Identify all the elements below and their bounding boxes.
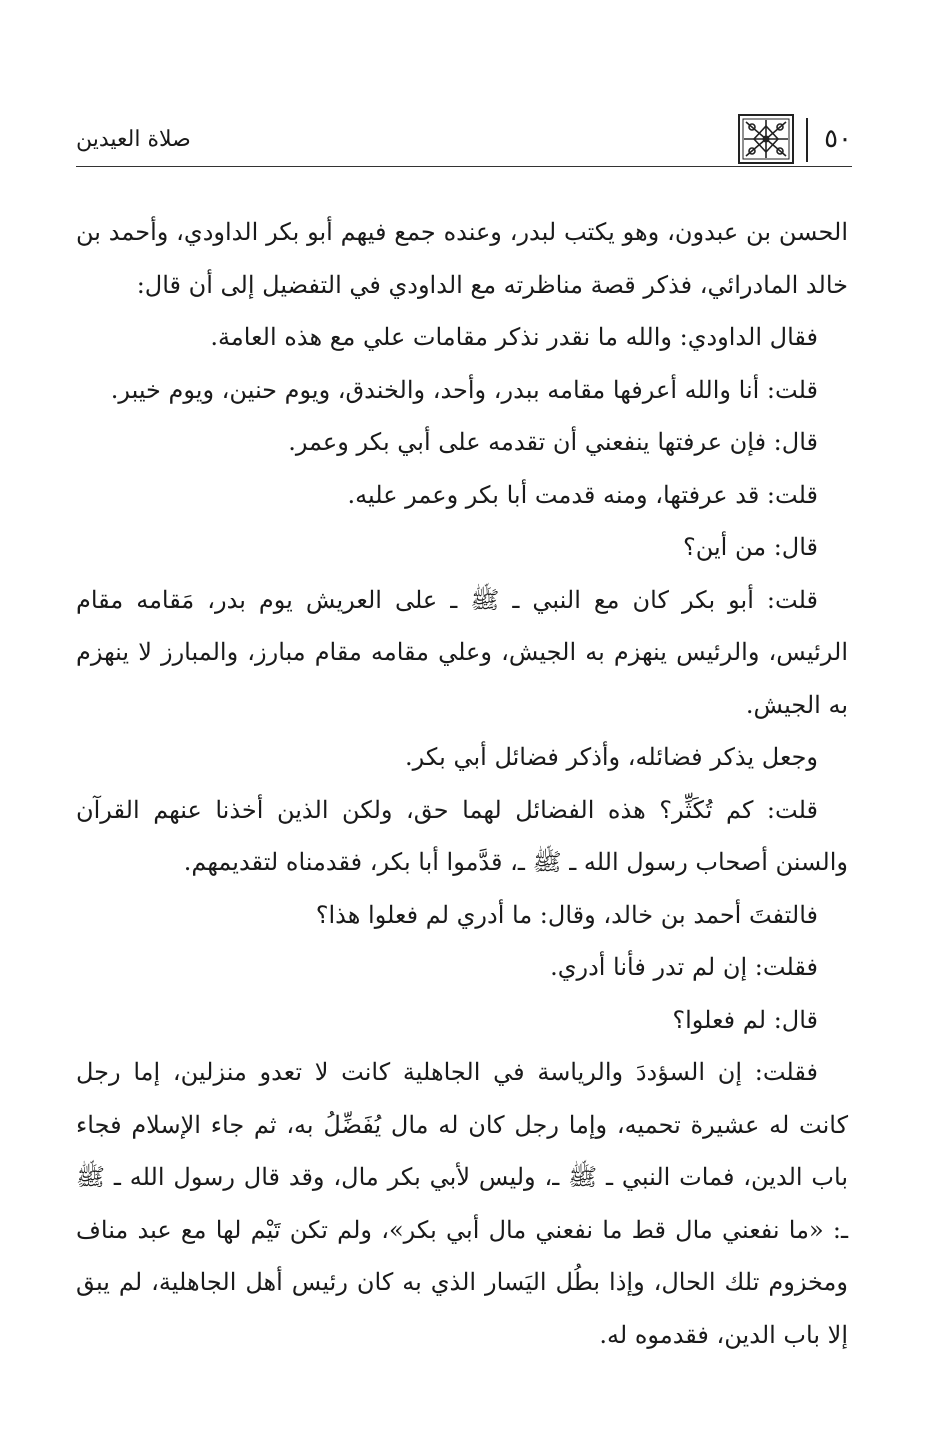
paragraph: فقال الداودي: والله ما نقدر نذكر مقامات علي مع هذه العامة. (210, 323, 818, 351)
paragraph: قلت: كم تُكَثِّر؟ هذه الفضائل لهما حق، ولكن الذين أخذنا عنهم القرآن والسنن أصحاب رسول الله ـ ﷺ ـ، قدَّموا أبا بكر، فقدمناه لتقديمهم. (76, 795, 848, 876)
paragraph: فالتفتَ أحمد بن خالد، وقال: ما أدري لم فعلوا هذا؟ (315, 900, 818, 929)
page-header (76, 114, 852, 166)
paragraph: قال: فإن عرفتها ينفعني أن تقدمه على أبي بكر وعمر. (288, 428, 818, 456)
header-divider (806, 118, 808, 162)
paragraph: قال: من أين؟ (682, 533, 818, 561)
running-title: صلاة العيدين (76, 127, 191, 152)
paragraph: قال: لم فعلوا؟ (672, 1005, 818, 1034)
paragraph: قلت: أبو بكر كان مع النبي ـ ﷺ ـ على العريش يوم بدر، مَقامه مقام الرئيس، والرئيس ينهزم به الجيش، وعلي مقامه مقام مبارز، والمبارز لا ينهزم به الجيش. (76, 585, 848, 719)
ornament-icon (738, 114, 794, 164)
paragraph: قلت: قد عرفتها، ومنه قدمت أبا بكر وعمر عليه. (347, 480, 818, 509)
paragraph: وجعل يذكر فضائله، وأذكر فضائل أبي بكر. (405, 743, 818, 771)
page-body (76, 206, 848, 1361)
paragraph: الحسن بن عبدون، وهو يكتب لبدر، وعنده جمع فيهم أبو بكر الداودي، وأحمد بن خالد المادرائي، فذكر قصة مناظرته مع الداودي في التفضيل إلى أن قال: (76, 218, 848, 299)
page-number: ٥٠ (824, 124, 852, 154)
header-rule (76, 166, 852, 167)
paragraph: فقلت: إن لم تدر فأنا أدري. (550, 953, 818, 981)
paragraph: فقلت: إن السؤددَ والرياسة في الجاهلية كانت لا تعدو منزلين، إما رجل كانت له عشيرة تحميه، وإما رجل كان له مال يُفَضِّلُ به، ثم جاء الإسلام فجاء باب الدين، فمات النبي ـ ﷺ ـ، وليس لأبي بكر مال، وقد قال رسول الله ـ ﷺ ـ: «ما نفعني مال قط ما نفعني مال أبي بكر»، ولم تكن تَيْم لها مع عبد مناف ومخزوم تلك الحال، وإذا بطُل اليَسار الذي به كان رئيس أهل الجاهلية، لم يبق إلا باب الدين، فقدموه له. (76, 1058, 848, 1349)
paragraph: قلت: أنا والله أعرفها مقامه ببدر، وأحد، والخندق، ويوم حنين، ويوم خيبر. (110, 375, 818, 404)
